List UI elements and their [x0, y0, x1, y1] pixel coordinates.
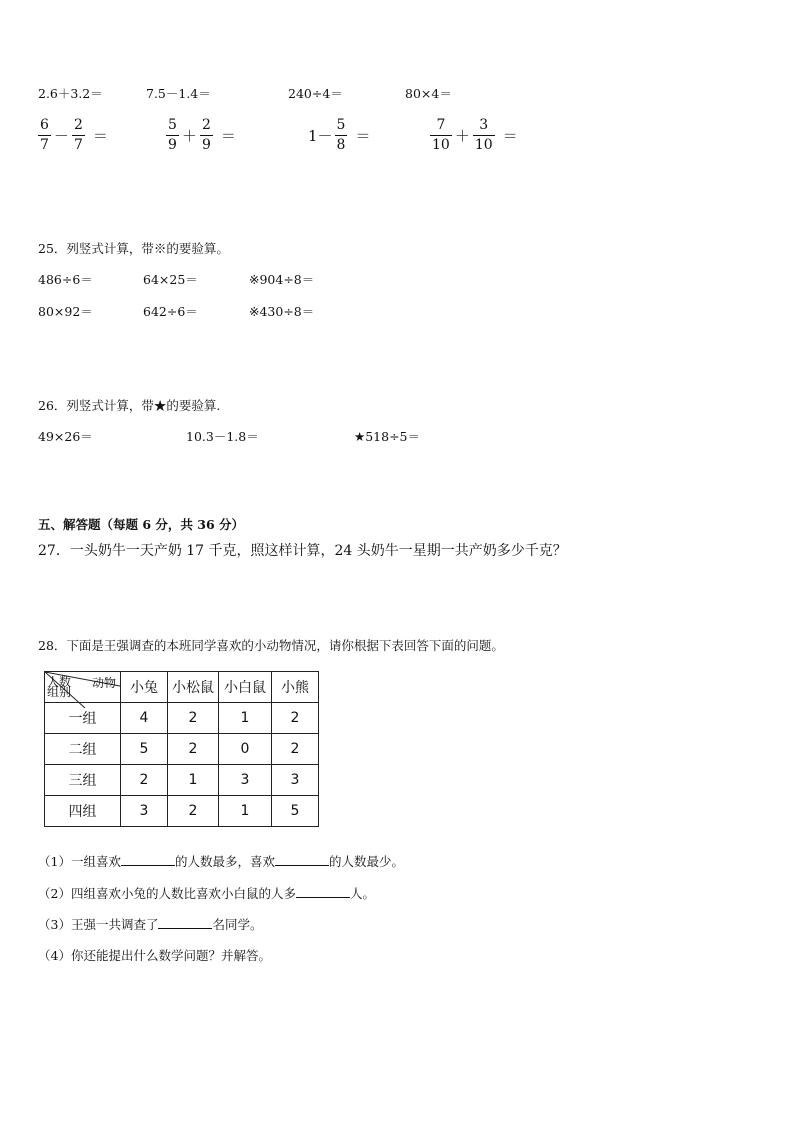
fraction — [200, 118, 213, 152]
table-cell: 1 — [219, 703, 272, 734]
fraction — [473, 118, 495, 152]
table-cell: 2 — [168, 703, 219, 734]
table-cell: 2 — [168, 796, 219, 827]
sub3-text-a: （3）王强一共调查了 — [38, 917, 159, 932]
q25-item: 486÷6＝ — [38, 272, 93, 287]
row-header: 二组 — [45, 734, 121, 765]
table-cell: 3 — [121, 796, 168, 827]
equals-sign: ＝ — [92, 126, 108, 145]
row-header: 四组 — [45, 796, 121, 827]
numerator: 3 — [479, 117, 489, 133]
q28-sub2 — [38, 884, 375, 902]
sub2-text-b: 人。 — [349, 886, 375, 901]
operator: ＋ — [454, 126, 470, 145]
whole-part: 1－ — [308, 126, 333, 145]
corner-label-group: 组别 — [47, 685, 72, 699]
column-header: 小兔 — [121, 672, 168, 703]
table-cell: 4 — [121, 703, 168, 734]
diagonal-header-cell — [45, 672, 121, 703]
sub2-text-a: （2）四组喜欢小兔的人数比喜欢小白鼠的人多 — [38, 886, 296, 901]
answer-blank[interactable] — [121, 853, 175, 866]
table-row — [45, 765, 319, 796]
fraction-expr-d — [430, 118, 521, 152]
numerator: 6 — [40, 117, 49, 133]
table-header-row — [45, 672, 319, 703]
table-cell: 1 — [219, 796, 272, 827]
numerator: 7 — [436, 117, 446, 133]
question-27: 27．一头奶牛一天产奶 17 千克，照这样计算，24 头奶牛一星期一共产奶多少千克？ — [38, 543, 567, 559]
table-cell: 2 — [121, 765, 168, 796]
row-header: 三组 — [45, 765, 121, 796]
fraction-expr-a — [38, 118, 111, 152]
fraction — [335, 118, 348, 152]
q28-sub1 — [38, 852, 404, 870]
equals-sign: ＝ — [220, 126, 236, 145]
q26-item: 10.3－1.8＝ — [186, 429, 259, 444]
column-header: 小熊 — [272, 672, 319, 703]
question-26-title: 26．列竖式计算，带★的要验算. — [38, 398, 221, 413]
q25-item: 80×92＝ — [38, 304, 93, 319]
denominator: 7 — [40, 136, 49, 153]
row-header: 一组 — [45, 703, 121, 734]
q28-sub3 — [38, 915, 262, 933]
denominator: 8 — [336, 136, 346, 153]
sub1-text-a: （1）一组喜欢 — [38, 854, 121, 869]
corner-label-count: 人数 — [47, 675, 72, 689]
table-cell: 5 — [272, 796, 319, 827]
question-28-intro: 28．下面是王强调查的本班同学喜欢的小动物情况，请你根据下表回答下面的问题。 — [38, 638, 504, 653]
denominator: 10 — [474, 136, 493, 153]
table-cell: 2 — [168, 734, 219, 765]
q25-item: 64×25＝ — [143, 272, 198, 287]
q26-item: ★518÷5＝ — [354, 429, 420, 444]
numerator: 2 — [201, 117, 211, 133]
table-cell: 2 — [272, 703, 319, 734]
table-cell: 5 — [121, 734, 168, 765]
fraction-expr-b — [166, 118, 239, 152]
answer-blank[interactable] — [158, 916, 212, 929]
equals-sign: ＝ — [355, 126, 371, 145]
table-cell: 2 — [272, 734, 319, 765]
corner-label-animal: 动物 — [91, 676, 116, 690]
expr-2-6-plus-3-2: 2.6＋3.2＝ — [38, 86, 103, 101]
operator: － — [53, 126, 69, 145]
q26-item: 49×26＝ — [38, 429, 93, 444]
expr-80-times-4: 80×4＝ — [405, 86, 452, 101]
numerator: 5 — [336, 117, 346, 133]
q25-item: ※430÷8＝ — [249, 304, 315, 319]
numerator: 2 — [73, 117, 83, 133]
denominator: 10 — [432, 136, 450, 153]
fraction-expr-c — [308, 118, 373, 152]
fraction — [430, 118, 452, 152]
column-header: 小白鼠 — [219, 672, 272, 703]
sub1-text-b: 的人数最多，喜欢 — [174, 854, 275, 869]
denominator: 7 — [73, 136, 83, 153]
denominator: 9 — [168, 136, 177, 153]
animal-preference-table — [44, 671, 319, 827]
fraction — [72, 118, 85, 152]
question-25-title: 25．列竖式计算，带※的要验算。 — [38, 241, 229, 256]
expr-240-div-4: 240÷4＝ — [288, 86, 343, 101]
q25-item: 642÷6＝ — [143, 304, 198, 319]
column-header: 小松鼠 — [168, 672, 219, 703]
table-cell: 3 — [219, 765, 272, 796]
expr-7-5-minus-1-4: 7.5－1.4＝ — [146, 86, 211, 101]
sub3-text-b: 名同学。 — [212, 917, 263, 932]
answer-blank[interactable] — [275, 853, 329, 866]
answer-blank[interactable] — [296, 885, 350, 898]
fraction — [166, 118, 179, 152]
operator: ＋ — [181, 126, 197, 145]
numerator: 5 — [168, 117, 177, 133]
table-row — [45, 734, 319, 765]
section-5-heading: 五、解答题（每题 6 分，共 36 分） — [38, 517, 245, 532]
table-cell: 1 — [168, 765, 219, 796]
equals-sign: ＝ — [502, 126, 518, 145]
table-cell: 0 — [219, 734, 272, 765]
table-cell: 3 — [272, 765, 319, 796]
q25-item: ※904÷8＝ — [249, 272, 315, 287]
fraction — [38, 118, 51, 152]
denominator: 9 — [201, 136, 211, 153]
sub1-text-c: 的人数最少。 — [328, 854, 404, 869]
q28-sub4: （4）你还能提出什么数学问题？并解答。 — [38, 948, 271, 963]
table-row — [45, 796, 319, 827]
